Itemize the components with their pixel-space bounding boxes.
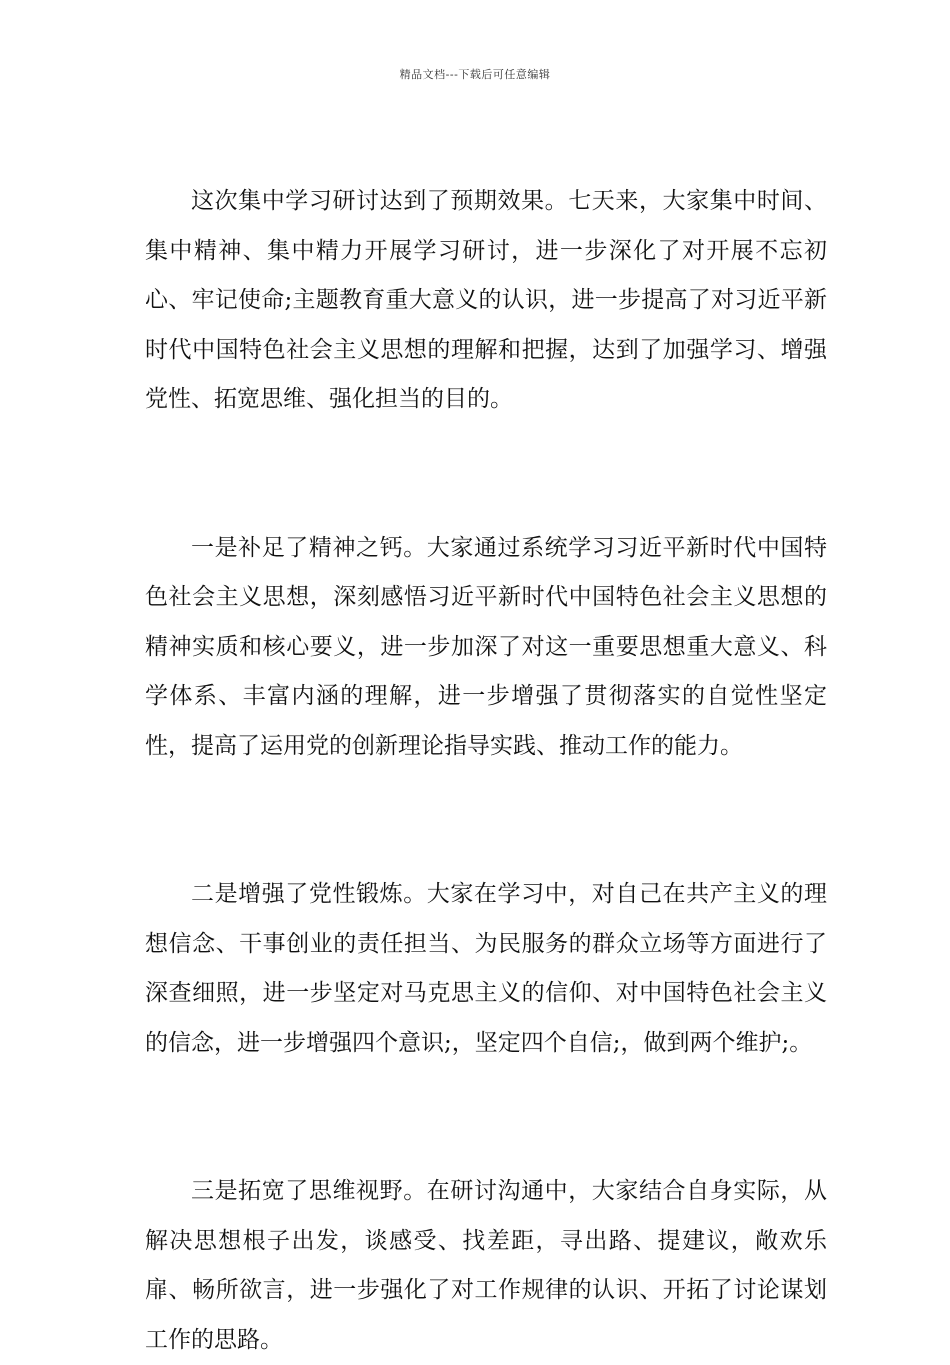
paragraph-point-two: 二是增强了党性锻炼。大家在学习中，对自己在共产主义的理想信念、干事创业的责任担当、为民服务的群众立场等方面进行了深查细照，进一步坚定对马克思主义的信仰、对中国特色社会主义的信念，进一步增强四个意识;，坚定四个自信;，做到两个维护;。 (145, 881, 827, 1056)
paragraph-intro: 这次集中学习研讨达到了预期效果。七天来，大家集中时间、集中精神、集中精力开展学习研讨，进一步深化了对开展不忘初心、牢记使命;主题教育重大意义的认识，进一步提高了对习近平新时代中国特色社会主义思想的理解和把握，达到了加强学习、增强党性、拓宽思维、强化担当的目的。 (145, 188, 827, 412)
page-header: 精品文档---下载后可任意编辑 (399, 68, 551, 81)
document-body (145, 177, 827, 1365)
paragraph-point-three: 三是拓宽了思维视野。在研讨沟通中，大家结合自身实际，从解决思想根子出发，谈感受、找差距，寻出路、提建议，敞欢乐扉、畅所欲言，进一步强化了对工作规律的认识、开拓了讨论谋划工作的思路。 (145, 1178, 827, 1353)
paragraph-point-one: 一是补足了精神之钙。大家通过系统学习习近平新时代中国特色社会主义思想，深刻感悟习近平新时代中国特色社会主义思想的精神实质和核心要义，进一步加深了对这一重要思想重大意义、科学体系、丰富内涵的理解，进一步增强了贯彻落实的自觉性坚定性，提高了运用党的创新理论指导实践、推动工作的能力。 (145, 534, 827, 759)
